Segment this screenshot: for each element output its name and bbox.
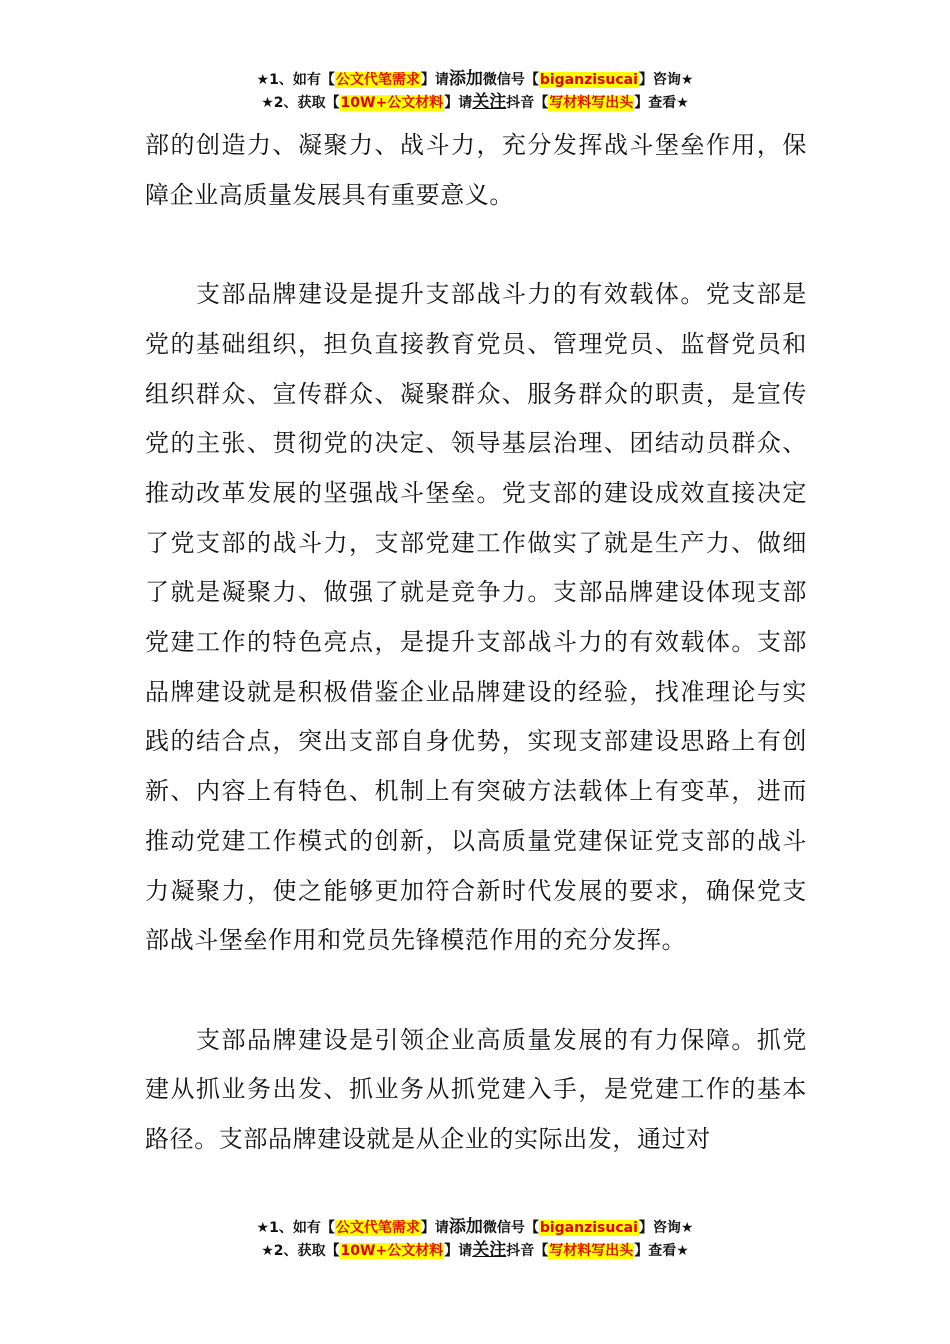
banner-text: 2、获取【 bbox=[273, 1243, 340, 1259]
banner-text: 添加 bbox=[448, 1217, 483, 1237]
banner-text: 】咨询 bbox=[638, 72, 681, 88]
highlight-wechat-id: biganzisucai bbox=[539, 72, 638, 88]
header-banner bbox=[0, 68, 950, 114]
star-icon: ★ bbox=[676, 95, 689, 111]
highlight-douyin: 写材料写出头 bbox=[549, 95, 634, 111]
banner-line-2 bbox=[0, 1239, 950, 1262]
banner-line-1 bbox=[0, 1216, 950, 1239]
banner-line-1 bbox=[0, 68, 950, 91]
banner-text: 2、获取【 bbox=[273, 95, 340, 111]
highlight-wechat-id: biganzisucai bbox=[539, 1220, 638, 1236]
banner-text: 微信号【 bbox=[482, 72, 539, 88]
star-icon: ★ bbox=[256, 1220, 270, 1236]
star-icon: ★ bbox=[680, 72, 694, 88]
star-icon: ★ bbox=[261, 1243, 274, 1259]
star-icon: ★ bbox=[680, 1220, 694, 1236]
banner-text: 抖音【 bbox=[506, 95, 549, 111]
paragraph-1: 部的创造力、凝聚力、战斗力，充分发挥战斗堡垒作用，保障企业高质量发展具有重要意义。 bbox=[145, 131, 807, 209]
banner-text: 1、如有【 bbox=[269, 72, 335, 88]
highlight-service: 公文代笔需求 bbox=[335, 1220, 420, 1236]
banner-text: 】请 bbox=[420, 72, 449, 88]
star-icon: ★ bbox=[261, 95, 274, 111]
banner-text: 关注 bbox=[472, 92, 507, 112]
paragraph-2: 支部品牌建设是提升支部战斗力的有效载体。党支部是党的基础组织，担负直接教育党员、管理党员、监督党员和组织群众、宣传群众、凝聚群众、服务群众的职责，是宣传党的主张、贯彻党的决定、领导基层治理、团结动员群众、推动改革发展的坚强战斗堡垒。党支部的建设成效直接决定了党支部的战斗力，支部党建工作做实了就是生产力、做细了就是凝聚力、做强了就是竞争力。支部品牌建设体现支部党建工作的特色亮点，是提升支部战斗力的有效载体。支部品牌建设就是积极借鉴企业品牌建设的经验，找准理论与实践的结合点，突出支部自身优势，实现支部建设思路上有创新、内容上有特色、机制上有突破方法载体上有变革，进而推动党建工作模式的创新，以高质量党建保证党支部的战斗力凝聚力，使之能够更加符合新时代发展的要求，确保党支部战斗堡垒作用和党员先锋模范作用的充分发挥。 bbox=[145, 280, 807, 955]
banner-text: 】咨询 bbox=[638, 1220, 681, 1236]
banner-text: 微信号【 bbox=[482, 1220, 539, 1236]
star-icon: ★ bbox=[676, 1243, 689, 1259]
banner-text: 添加 bbox=[448, 69, 483, 89]
banner-text: 】查看 bbox=[634, 1243, 677, 1259]
banner-text: 关注 bbox=[472, 1240, 507, 1260]
highlight-materials: 10W+公文材料 bbox=[340, 95, 444, 111]
star-icon: ★ bbox=[256, 72, 270, 88]
banner-text: 】请 bbox=[444, 95, 473, 111]
banner-text: 】请 bbox=[444, 1243, 473, 1259]
banner-text: 】请 bbox=[420, 1220, 449, 1236]
paragraph-3: 支部品牌建设是引领企业高质量发展的有力保障。抓党建从抓业务出发、抓业务从抓党建入手，是党建工作的基本路径。支部品牌建设就是从企业的实际出发，通过对 bbox=[145, 1025, 807, 1154]
footer-banner bbox=[0, 1216, 950, 1262]
document-body bbox=[145, 121, 807, 1165]
highlight-douyin: 写材料写出头 bbox=[549, 1243, 634, 1259]
banner-text: 抖音【 bbox=[506, 1243, 549, 1259]
highlight-service: 公文代笔需求 bbox=[335, 72, 420, 88]
highlight-materials: 10W+公文材料 bbox=[340, 1243, 444, 1259]
banner-text: 1、如有【 bbox=[269, 1220, 335, 1236]
banner-line-2 bbox=[0, 91, 950, 114]
banner-text: 】查看 bbox=[634, 95, 677, 111]
